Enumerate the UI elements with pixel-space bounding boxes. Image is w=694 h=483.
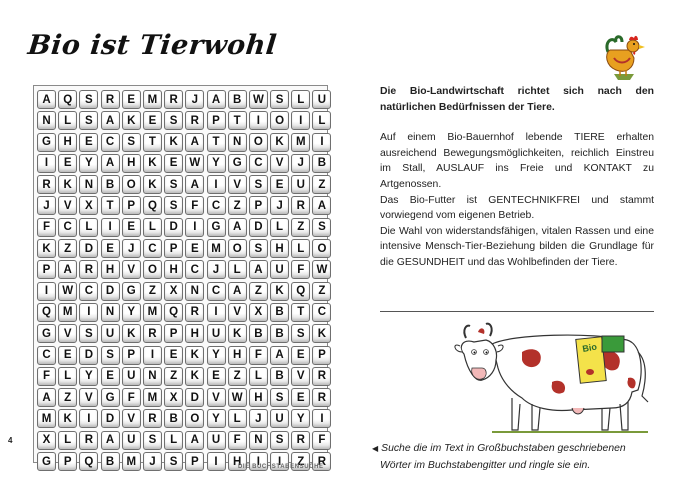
grid-cell[interactable]: Y — [207, 154, 226, 173]
grid-cell[interactable]: U — [270, 409, 289, 428]
grid-cell[interactable]: A — [58, 260, 77, 279]
grid-cell[interactable]: I — [79, 409, 98, 428]
grid-cell[interactable]: R — [79, 260, 98, 279]
grid-cell[interactable]: N — [79, 175, 98, 194]
grid-cell[interactable]: I — [37, 282, 56, 301]
grid-cell[interactable]: E — [101, 367, 120, 386]
grid-cell[interactable]: V — [207, 388, 226, 407]
grid-cell[interactable]: C — [101, 133, 120, 152]
grid-cell[interactable]: K — [143, 154, 162, 173]
grid-cell[interactable]: U — [207, 431, 226, 450]
grid-cell[interactable]: S — [312, 218, 331, 237]
grid-cell[interactable]: G — [207, 218, 226, 237]
grid-cell[interactable]: E — [291, 388, 310, 407]
grid-cell[interactable]: N — [37, 111, 56, 130]
grid-cell[interactable]: X — [79, 196, 98, 215]
grid-cell[interactable]: R — [164, 90, 183, 109]
grid-cell[interactable]: R — [291, 196, 310, 215]
grid-cell[interactable]: T — [143, 133, 162, 152]
grid-cell[interactable]: M — [207, 239, 226, 258]
grid-cell[interactable]: I — [249, 111, 268, 130]
grid-cell[interactable]: I — [207, 175, 226, 194]
grid-cell[interactable]: L — [312, 111, 331, 130]
grid-cell[interactable]: W — [228, 388, 247, 407]
grid-cell[interactable]: S — [270, 90, 289, 109]
grid-cell[interactable]: S — [164, 196, 183, 215]
grid-cell[interactable]: L — [249, 367, 268, 386]
grid-cell[interactable]: S — [101, 346, 120, 365]
grid-cell[interactable]: E — [122, 90, 141, 109]
grid-cell[interactable]: F — [249, 346, 268, 365]
grid-cell[interactable]: R — [312, 367, 331, 386]
grid-cell[interactable]: J — [143, 452, 162, 471]
grid-cell[interactable]: J — [249, 409, 268, 428]
grid-cell[interactable]: V — [58, 196, 77, 215]
grid-cell[interactable]: Z — [249, 282, 268, 301]
grid-cell[interactable]: I — [312, 409, 331, 428]
grid-cell[interactable]: B — [249, 324, 268, 343]
grid-cell[interactable]: M — [291, 133, 310, 152]
grid-cell[interactable]: O — [143, 260, 162, 279]
grid-cell[interactable]: I — [312, 133, 331, 152]
grid-cell[interactable]: L — [164, 431, 183, 450]
grid-cell[interactable]: R — [79, 431, 98, 450]
grid-cell[interactable]: V — [122, 409, 141, 428]
grid-cell[interactable]: J — [207, 260, 226, 279]
grid-cell[interactable]: I — [249, 452, 268, 471]
grid-cell[interactable]: Q — [164, 303, 183, 322]
grid-cell[interactable]: C — [249, 154, 268, 173]
rooster-illustration — [600, 32, 648, 82]
grid-cell[interactable]: J — [185, 90, 204, 109]
grid-cell[interactable]: X — [249, 303, 268, 322]
grid-cell[interactable]: E — [185, 239, 204, 258]
grid-cell[interactable]: R — [185, 303, 204, 322]
grid-cell[interactable]: D — [101, 409, 120, 428]
grid-cell[interactable]: N — [143, 367, 162, 386]
grid-cell[interactable]: M — [143, 90, 162, 109]
grid-cell[interactable]: U — [122, 431, 141, 450]
grid-cell[interactable]: S — [164, 111, 183, 130]
grid-cell[interactable]: G — [122, 282, 141, 301]
grid-cell[interactable]: I — [207, 452, 226, 471]
grid-cell[interactable]: H — [101, 260, 120, 279]
grid-cell[interactable]: V — [228, 175, 247, 194]
grid-cell[interactable]: K — [58, 175, 77, 194]
grid-cell[interactable]: E — [207, 367, 226, 386]
grid-cell[interactable]: J — [37, 196, 56, 215]
grid-cell[interactable]: F — [185, 196, 204, 215]
grid-cell[interactable]: I — [270, 452, 289, 471]
grid-cell[interactable]: O — [185, 409, 204, 428]
page-number: 4 — [8, 436, 13, 445]
grid-cell[interactable]: H — [185, 324, 204, 343]
grid-cell[interactable]: B — [312, 154, 331, 173]
grid-cell[interactable]: K — [185, 346, 204, 365]
grid-cell[interactable]: N — [228, 133, 247, 152]
grid-cell[interactable]: A — [249, 260, 268, 279]
grid-cell[interactable]: P — [249, 196, 268, 215]
grid-cell[interactable]: S — [249, 239, 268, 258]
grid-cell[interactable]: A — [185, 175, 204, 194]
grid-cell[interactable]: N — [101, 303, 120, 322]
grid-cell[interactable]: E — [164, 154, 183, 173]
grid-cell[interactable]: B — [164, 409, 183, 428]
grid-cell[interactable]: V — [122, 260, 141, 279]
grid-cell[interactable]: N — [249, 431, 268, 450]
grid-cell[interactable]: A — [185, 431, 204, 450]
grid-cell[interactable]: C — [185, 260, 204, 279]
grid-cell[interactable]: M — [143, 303, 162, 322]
grid-cell[interactable]: Q — [79, 452, 98, 471]
grid-cell[interactable]: A — [312, 196, 331, 215]
grid-cell[interactable]: R — [291, 431, 310, 450]
grid-cell[interactable]: I — [291, 111, 310, 130]
grid-cell[interactable]: E — [291, 346, 310, 365]
grid-cell[interactable]: Z — [228, 196, 247, 215]
grid-cell[interactable]: T — [228, 111, 247, 130]
grid-cell[interactable]: W — [312, 260, 331, 279]
grid-cell[interactable]: Z — [58, 239, 77, 258]
grid-cell[interactable]: B — [101, 452, 120, 471]
grid-cell[interactable]: U — [101, 324, 120, 343]
grid-cell[interactable]: P — [207, 111, 226, 130]
grid-cell[interactable]: S — [270, 388, 289, 407]
grid-cell[interactable]: H — [122, 154, 141, 173]
grid-cell[interactable]: K — [270, 282, 289, 301]
grid-cell[interactable]: K — [37, 239, 56, 258]
grid-cell[interactable]: O — [228, 239, 247, 258]
triangle-pointer-icon: ◀ — [372, 444, 379, 453]
grid-cell[interactable]: D — [185, 388, 204, 407]
page-title: Bio ist Tierwohl — [26, 30, 279, 61]
grid-cell[interactable]: L — [270, 218, 289, 237]
grid-cell[interactable]: S — [164, 452, 183, 471]
instruction-text — [372, 440, 662, 474]
grid-cell[interactable]: U — [312, 90, 331, 109]
grid-cell[interactable]: E — [79, 133, 98, 152]
grid-cell[interactable]: R — [312, 388, 331, 407]
grid-cell[interactable]: A — [101, 431, 120, 450]
grid-cell[interactable]: S — [291, 324, 310, 343]
grid-cell[interactable]: V — [291, 367, 310, 386]
grid-cell[interactable]: M — [37, 409, 56, 428]
grid-cell[interactable]: K — [164, 133, 183, 152]
grid-cell[interactable]: Y — [122, 303, 141, 322]
grid-cell[interactable]: L — [58, 431, 77, 450]
grid-cell[interactable]: K — [122, 324, 141, 343]
grid-cell[interactable]: L — [143, 218, 162, 237]
grid-cell[interactable]: C — [79, 282, 98, 301]
paragraph-3: Die Wahl von widerstandsfähigen, vitalen Rassen und eine intensive Mensch-Tier-Beziehung bilden die Grundlage für die GESUNDHEIT und das Wohlbefinden der Tiere. — [380, 225, 654, 268]
grid-cell[interactable]: Z — [164, 367, 183, 386]
grid-cell[interactable]: R — [101, 90, 120, 109]
grid-cell[interactable]: A — [37, 90, 56, 109]
grid-cell[interactable]: Z — [291, 452, 310, 471]
grid-cell[interactable]: K — [312, 324, 331, 343]
grid-cell[interactable]: H — [58, 133, 77, 152]
grid-cell[interactable]: F — [37, 218, 56, 237]
grid-cell[interactable]: S — [164, 175, 183, 194]
grid-cell[interactable]: L — [291, 90, 310, 109]
grid-cell[interactable]: J — [270, 196, 289, 215]
grid-cell[interactable]: H — [228, 452, 247, 471]
grid-cell[interactable]: Z — [312, 282, 331, 301]
grid-cell[interactable]: P — [122, 196, 141, 215]
grid-cell[interactable]: G — [101, 388, 120, 407]
grid-cell[interactable]: U — [291, 175, 310, 194]
grid-cell[interactable]: F — [37, 367, 56, 386]
grid-cell[interactable]: U — [122, 367, 141, 386]
grid-cell[interactable]: B — [270, 303, 289, 322]
grid-cell[interactable]: I — [79, 303, 98, 322]
letter-grid — [37, 90, 331, 471]
grid-cell[interactable]: D — [164, 218, 183, 237]
grid-cell[interactable]: E — [101, 239, 120, 258]
grid-cell[interactable]: S — [122, 133, 141, 152]
grid-cell[interactable]: Z — [143, 282, 162, 301]
grid-cell[interactable]: Y — [207, 346, 226, 365]
grid-cell[interactable]: D — [249, 218, 268, 237]
grid-cell[interactable]: I — [37, 154, 56, 173]
grid-cell[interactable]: I — [101, 218, 120, 237]
grid-cell[interactable]: C — [207, 196, 226, 215]
grid-cell[interactable]: O — [312, 239, 331, 258]
grid-cell[interactable]: P — [312, 346, 331, 365]
grid-cell[interactable]: K — [58, 409, 77, 428]
grid-cell[interactable]: L — [228, 260, 247, 279]
grid-cell[interactable]: A — [101, 111, 120, 130]
grid-cell[interactable]: L — [291, 239, 310, 258]
grid-cell[interactable]: M — [58, 303, 77, 322]
grid-cell[interactable]: A — [101, 154, 120, 173]
grid-cell[interactable]: A — [228, 218, 247, 237]
grid-cell[interactable]: F — [122, 388, 141, 407]
grid-cell[interactable]: K — [228, 324, 247, 343]
grid-cell[interactable]: Y — [207, 409, 226, 428]
grid-cell[interactable]: D — [79, 346, 98, 365]
grid-cell[interactable]: E — [143, 111, 162, 130]
grid-cell[interactable]: M — [143, 388, 162, 407]
grid-cell[interactable]: R — [37, 175, 56, 194]
grid-cell[interactable]: P — [37, 260, 56, 279]
grid-cell[interactable]: O — [270, 111, 289, 130]
grid-cell[interactable]: B — [270, 324, 289, 343]
grid-cell[interactable]: H — [249, 388, 268, 407]
grid-cell[interactable]: T — [291, 303, 310, 322]
grid-cell[interactable]: Q — [291, 282, 310, 301]
grid-cell[interactable]: X — [37, 431, 56, 450]
grid-cell[interactable]: W — [185, 154, 204, 173]
grid-cell[interactable]: K — [122, 111, 141, 130]
grid-cell[interactable]: V — [228, 303, 247, 322]
grid-cell[interactable]: B — [228, 90, 247, 109]
grid-cell[interactable]: K — [185, 367, 204, 386]
grid-footer-label: DIE BUCHSTABENSUCHE — [238, 464, 324, 470]
grid-cell[interactable]: Q — [58, 90, 77, 109]
grid-cell[interactable]: G — [37, 452, 56, 471]
grid-cell[interactable]: W — [58, 282, 77, 301]
grid-cell[interactable]: W — [249, 90, 268, 109]
grid-cell[interactable]: S — [270, 431, 289, 450]
grid-cell[interactable]: V — [79, 388, 98, 407]
grid-cell[interactable]: R — [185, 111, 204, 130]
grid-cell[interactable]: G — [37, 133, 56, 152]
grid-cell[interactable]: E — [58, 154, 77, 173]
grid-cell[interactable]: A — [228, 282, 247, 301]
grid-cell[interactable]: E — [58, 346, 77, 365]
grid-cell[interactable]: A — [185, 133, 204, 152]
grid-cell[interactable]: Q — [143, 196, 162, 215]
grid-cell[interactable]: C — [207, 282, 226, 301]
grid-cell[interactable]: H — [164, 260, 183, 279]
grid-cell[interactable]: Y — [79, 367, 98, 386]
grid-cell[interactable]: S — [79, 90, 98, 109]
grid-cell[interactable]: H — [270, 239, 289, 258]
grid-cell[interactable]: I — [207, 303, 226, 322]
grid-cell[interactable]: R — [143, 324, 162, 343]
paragraph-2: Das Bio-Futter ist GENTECHNIKFREI und stammt vorwiegend vom eigenen Betrieb. — [380, 194, 654, 222]
paragraph-1: Auf einem Bio-Bauernhof lebende TIERE erhalten ausreichend Bewegungsmöglichkeiten, reichlich Einstreu im Stall, AUSLAUF ins Freie und KONTAKT zu Artgenossen. — [380, 132, 654, 190]
grid-cell[interactable]: D — [79, 239, 98, 258]
grid-cell[interactable]: I — [185, 218, 204, 237]
cow-badge-text: Bio — [581, 341, 598, 354]
instruction-line-1: Suche die im Text in Großbuchstaben geschriebenen — [381, 443, 626, 454]
grid-cell[interactable]: P — [164, 239, 183, 258]
grid-cell[interactable]: C — [143, 239, 162, 258]
grid-cell[interactable]: P — [185, 452, 204, 471]
grid-cell[interactable]: C — [37, 346, 56, 365]
grid-cell[interactable]: Z — [228, 367, 247, 386]
intro-text: Die Bio-Landwirtschaft richtet sich nach den natürlichen Bedürfnissen der Tiere. — [380, 86, 654, 113]
grid-cell[interactable]: R — [312, 452, 331, 471]
grid-cell[interactable]: S — [143, 431, 162, 450]
grid-cell[interactable]: E — [270, 175, 289, 194]
grid-cell[interactable]: L — [58, 367, 77, 386]
grid-cell[interactable]: B — [101, 175, 120, 194]
grid-cell[interactable]: V — [270, 154, 289, 173]
grid-cell[interactable]: E — [164, 346, 183, 365]
grid-cell[interactable]: U — [270, 260, 289, 279]
grid-cell[interactable]: L — [228, 409, 247, 428]
grid-cell[interactable]: C — [58, 218, 77, 237]
grid-cell[interactable]: K — [143, 175, 162, 194]
text-block — [380, 84, 654, 271]
grid-cell[interactable]: S — [79, 111, 98, 130]
grid-cell[interactable]: V — [58, 324, 77, 343]
grid-cell[interactable]: F — [228, 431, 247, 450]
grid-cell[interactable]: J — [291, 154, 310, 173]
grid-cell[interactable]: Z — [58, 388, 77, 407]
instruction-line-2: Wörter im Buchstabengitter und ringle sie ein. — [380, 460, 591, 471]
grid-cell[interactable]: O — [122, 175, 141, 194]
grid-cell[interactable]: Y — [291, 409, 310, 428]
grid-cell[interactable]: S — [79, 324, 98, 343]
grid-cell[interactable]: O — [249, 133, 268, 152]
grid-cell[interactable]: P — [58, 452, 77, 471]
grid-cell[interactable]: A — [270, 346, 289, 365]
grid-cell[interactable]: P — [164, 324, 183, 343]
grid-cell[interactable]: K — [270, 133, 289, 152]
grid-cell[interactable]: Z — [312, 175, 331, 194]
grid-cell[interactable]: A — [37, 388, 56, 407]
grid-cell[interactable]: F — [312, 431, 331, 450]
grid-cell[interactable]: B — [270, 367, 289, 386]
grid-cell[interactable]: N — [185, 282, 204, 301]
grid-cell[interactable]: D — [101, 282, 120, 301]
grid-cell[interactable]: G — [228, 154, 247, 173]
grid-cell[interactable]: Z — [291, 218, 310, 237]
grid-cell[interactable]: J — [122, 239, 141, 258]
grid-cell[interactable]: Q — [37, 303, 56, 322]
cow-illustration — [452, 312, 652, 437]
grid-cell[interactable]: A — [207, 90, 226, 109]
grid-cell[interactable]: X — [164, 388, 183, 407]
grid-cell[interactable]: G — [37, 324, 56, 343]
grid-cell[interactable]: I — [143, 346, 162, 365]
grid-cell[interactable]: C — [312, 303, 331, 322]
grid-cell[interactable]: T — [207, 133, 226, 152]
grid-cell[interactable]: L — [58, 111, 77, 130]
grid-cell[interactable]: M — [122, 452, 141, 471]
grid-cell[interactable]: F — [291, 260, 310, 279]
grid-cell[interactable]: H — [228, 346, 247, 365]
grid-cell[interactable]: Y — [79, 154, 98, 173]
grid-cell[interactable]: U — [207, 324, 226, 343]
grid-cell[interactable]: S — [249, 175, 268, 194]
grid-cell[interactable]: X — [164, 282, 183, 301]
grid-cell[interactable]: P — [122, 346, 141, 365]
grid-cell[interactable]: T — [101, 196, 120, 215]
grid-cell[interactable]: E — [122, 218, 141, 237]
grid-cell[interactable]: R — [143, 409, 162, 428]
grid-cell[interactable]: L — [79, 218, 98, 237]
